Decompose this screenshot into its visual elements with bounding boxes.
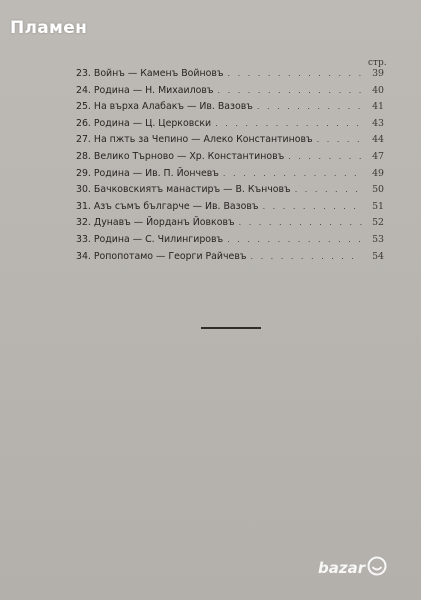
toc-leader-dots <box>263 202 362 211</box>
toc-entry <box>76 101 384 118</box>
toc-entry-page: 49 <box>372 167 384 179</box>
table-of-contents <box>76 68 384 267</box>
toc-leader-dots <box>239 218 362 227</box>
toc-entry <box>76 68 384 85</box>
toc-leader-dots <box>218 86 362 95</box>
toc-entry-page: 50 <box>372 184 384 196</box>
toc-entry <box>76 85 384 102</box>
toc-leader-dots <box>215 119 362 128</box>
toc-entry-page: 43 <box>372 117 384 129</box>
logo-text: bazar <box>318 559 366 577</box>
toc-entry-page: 40 <box>372 84 384 96</box>
toc-entry-title: 33. Родина — С. Чилингировъ <box>76 233 224 245</box>
toc-entry-title: 30. Бачковскиятъ манастиръ — В. Кънчовъ <box>76 184 291 196</box>
toc-entry <box>76 118 384 135</box>
toc-entry-title: 26. Родина — Ц. Церковски <box>76 117 212 129</box>
toc-entry <box>76 151 384 168</box>
toc-leader-dots <box>317 135 362 144</box>
toc-entry <box>76 184 384 201</box>
toc-leader-dots <box>295 185 362 194</box>
toc-entry-page: 51 <box>372 200 384 212</box>
toc-leader-dots <box>250 252 362 261</box>
toc-entry <box>76 134 384 151</box>
toc-entry-title: 32. Дунавъ — Йорданъ Йовковъ <box>76 217 235 229</box>
toc-entry-page: 54 <box>372 250 384 262</box>
toc-entry-title: 29. Родина — Ив. П. Йончевъ <box>76 167 219 179</box>
toc-entry-title: 27. На пжть за Чепино — Алеко Константиновъ <box>76 134 313 146</box>
toc-leader-dots <box>223 169 362 178</box>
toc-entry-title: 23. Войнъ — Каменъ Войновъ <box>76 68 224 79</box>
toc-leader-dots <box>257 102 362 111</box>
page-column-label: стр. <box>368 58 387 68</box>
toc-entry-page: 53 <box>372 233 384 245</box>
smile-icon <box>367 556 387 580</box>
toc-entry-page: 41 <box>372 101 384 113</box>
toc-entry-page: 44 <box>372 134 384 146</box>
toc-entry-title: 24. Родина — Н. Михаиловъ <box>76 84 214 96</box>
toc-leader-dots <box>227 235 362 244</box>
toc-entry <box>76 168 384 185</box>
toc-entry <box>76 201 384 218</box>
toc-entry <box>76 251 384 268</box>
toc-entry-title: 28. Велико Търново — Хр. Константиновъ <box>76 150 285 162</box>
toc-entry-title: 25. На върха Алабакъ — Ив. Вазовъ <box>76 101 253 113</box>
section-divider <box>201 327 261 329</box>
watermark-text: Пламен <box>10 18 88 38</box>
toc-entry-title: 31. Азъ съмъ българче — Ив. Вазовъ <box>76 200 259 212</box>
toc-leader-dots <box>228 69 363 78</box>
watermark-logo <box>318 556 387 580</box>
toc-entry-title: 34. Ропопотамо — Георги Райчевъ <box>76 250 247 262</box>
toc-entry <box>76 217 384 234</box>
toc-entry-page: 47 <box>372 150 384 162</box>
toc-leader-dots <box>288 152 362 161</box>
toc-entry-page: 52 <box>372 217 384 229</box>
toc-entry-page: 39 <box>372 68 384 79</box>
toc-entry <box>76 234 384 251</box>
